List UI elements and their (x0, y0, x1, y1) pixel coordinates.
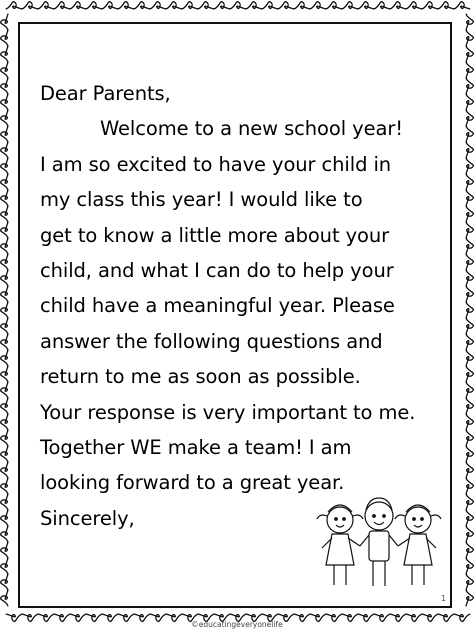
swirl-ornament (406, 2, 423, 9)
swirl-ornament (1, 174, 8, 191)
swirl-ornament (466, 286, 473, 303)
swirl-ornament (1, 270, 8, 287)
children-illustration (314, 490, 444, 600)
letter-line-2: I am so excited to have your child in (40, 152, 392, 176)
swirl-ornament (1, 446, 8, 463)
swirl-ornament (1, 398, 8, 415)
swirl-ornament (1, 366, 8, 383)
swirl-ornament (1, 222, 8, 239)
swirl-ornament (374, 2, 391, 9)
swirl-ornament (466, 510, 473, 527)
swirl-ornament (198, 2, 215, 9)
swirl-ornament (1, 286, 8, 303)
swirl-ornament (246, 2, 263, 9)
swirl-ornament (1, 206, 8, 223)
swirl-ornament (1, 14, 8, 31)
swirl-ornament (466, 446, 473, 463)
swirl-ornament (466, 302, 473, 319)
swirl-ornament (466, 142, 473, 159)
swirl-ornament (1, 30, 8, 47)
swirl-ornament (1, 238, 8, 255)
swirl-ornament (70, 2, 87, 9)
swirl-ornament (1, 542, 8, 559)
swirl-ornament (1, 190, 8, 207)
letter-body (40, 76, 450, 536)
letter-line-5: child, and what I can do to help your (40, 258, 394, 282)
swirl-ornament (358, 2, 375, 9)
swirl-ornament (1, 46, 8, 63)
swirl-ornament (1, 350, 8, 367)
swirl-ornament (1, 158, 8, 175)
swirl-ornament (466, 206, 473, 223)
letter-line-3: my class this year! I would like to (40, 188, 363, 212)
swirl-ornament (214, 2, 231, 9)
swirl-ornament (6, 2, 23, 9)
swirl-ornament (342, 2, 359, 9)
letter-line-11: looking forward to a great year. (40, 471, 345, 495)
letter-line-4: get to know a little more about your (40, 223, 390, 247)
letter-line-7: answer the following questions and (40, 329, 383, 353)
swirl-ornament (326, 2, 343, 9)
swirl-ornament (22, 2, 39, 9)
swirl-ornament (466, 558, 473, 575)
letter-line-6: child have a meaningful year. Please (40, 294, 395, 318)
swirl-ornament (1, 126, 8, 143)
letter-greeting: Dear Parents, (40, 82, 171, 105)
swirl-ornament (182, 2, 199, 9)
swirl-ornament (466, 414, 473, 431)
swirl-ornament (466, 62, 473, 79)
swirl-ornament (466, 382, 473, 399)
swirl-ornament (466, 14, 473, 31)
swirl-ornament (1, 558, 8, 575)
swirl-ornament (278, 2, 295, 9)
swirl-ornament (54, 2, 71, 9)
swirl-ornament (1, 462, 8, 479)
swirl-ornament (1, 254, 8, 271)
swirl-ornament (1, 334, 8, 351)
swirl-ornament (466, 350, 473, 367)
swirl-ornament (118, 2, 135, 9)
swirl-ornament (466, 542, 473, 559)
swirl-ornament (466, 494, 473, 511)
swirl-ornament (1, 574, 8, 591)
swirl-ornament (102, 2, 119, 9)
child-middle-head (365, 502, 393, 530)
swirl-ornament (1, 526, 8, 543)
swirl-ornament (466, 254, 473, 271)
swirl-ornament (1, 478, 8, 495)
letter-line-10: Together WE make a team! I am (40, 435, 352, 459)
swirl-ornament (1, 430, 8, 447)
swirl-ornament (466, 94, 473, 111)
swirl-ornament (310, 2, 327, 9)
swirl-ornament (466, 270, 473, 287)
swirl-ornament (466, 430, 473, 447)
swirl-ornament (466, 478, 473, 495)
letter-line-8: return to me as soon as possible. (40, 365, 361, 389)
swirl-ornament (466, 334, 473, 351)
swirl-ornament (38, 2, 55, 9)
swirl-ornament (262, 2, 279, 9)
swirl-ornament (466, 46, 473, 63)
swirl-ornament (466, 366, 473, 383)
copyright-notice: ©educatingeveryonelife (191, 620, 283, 629)
swirl-ornament (1, 142, 8, 159)
swirl-ornament (86, 2, 103, 9)
swirl-ornament (466, 574, 473, 591)
swirl-ornament (230, 2, 247, 9)
swirl-ornament (466, 318, 473, 335)
swirl-ornament (1, 94, 8, 111)
swirl-ornament (466, 110, 473, 127)
swirl-ornament (466, 462, 473, 479)
swirl-ornament (466, 126, 473, 143)
page-number: 1 (441, 594, 447, 603)
swirl-ornament (1, 110, 8, 127)
swirl-ornament (1, 494, 8, 511)
swirl-ornament (466, 30, 473, 47)
letter-line-1: Welcome to a new school year! (100, 117, 403, 141)
swirl-ornament (390, 2, 407, 9)
swirl-ornament (1, 302, 8, 319)
child-right-head (405, 507, 431, 533)
swirl-ornament (1, 78, 8, 95)
swirl-ornament (1, 414, 8, 431)
swirl-ornament (466, 590, 473, 607)
swirl-ornament (1, 590, 8, 607)
swirl-ornament (466, 190, 473, 207)
swirl-ornament (466, 238, 473, 255)
swirl-ornament (466, 78, 473, 95)
swirl-ornament (466, 158, 473, 175)
letter-closing: Sincerely, (40, 506, 135, 530)
letter-line-9: Your response is very important to me. (40, 400, 416, 424)
swirl-ornament (466, 526, 473, 543)
swirl-ornament (1, 62, 8, 79)
swirl-ornament (422, 2, 439, 9)
swirl-ornament (294, 2, 311, 9)
swirl-ornament (466, 174, 473, 191)
swirl-ornament (1, 382, 8, 399)
swirl-ornament (134, 2, 151, 9)
swirl-ornament (466, 222, 473, 239)
child-left-head (327, 507, 353, 533)
swirl-ornament (438, 2, 455, 9)
swirl-ornament (150, 2, 167, 9)
swirl-ornament (166, 2, 183, 9)
swirl-ornament (1, 318, 8, 335)
swirl-ornament (1, 510, 8, 527)
swirl-ornament (466, 398, 473, 415)
swirl-ornament (454, 2, 471, 9)
